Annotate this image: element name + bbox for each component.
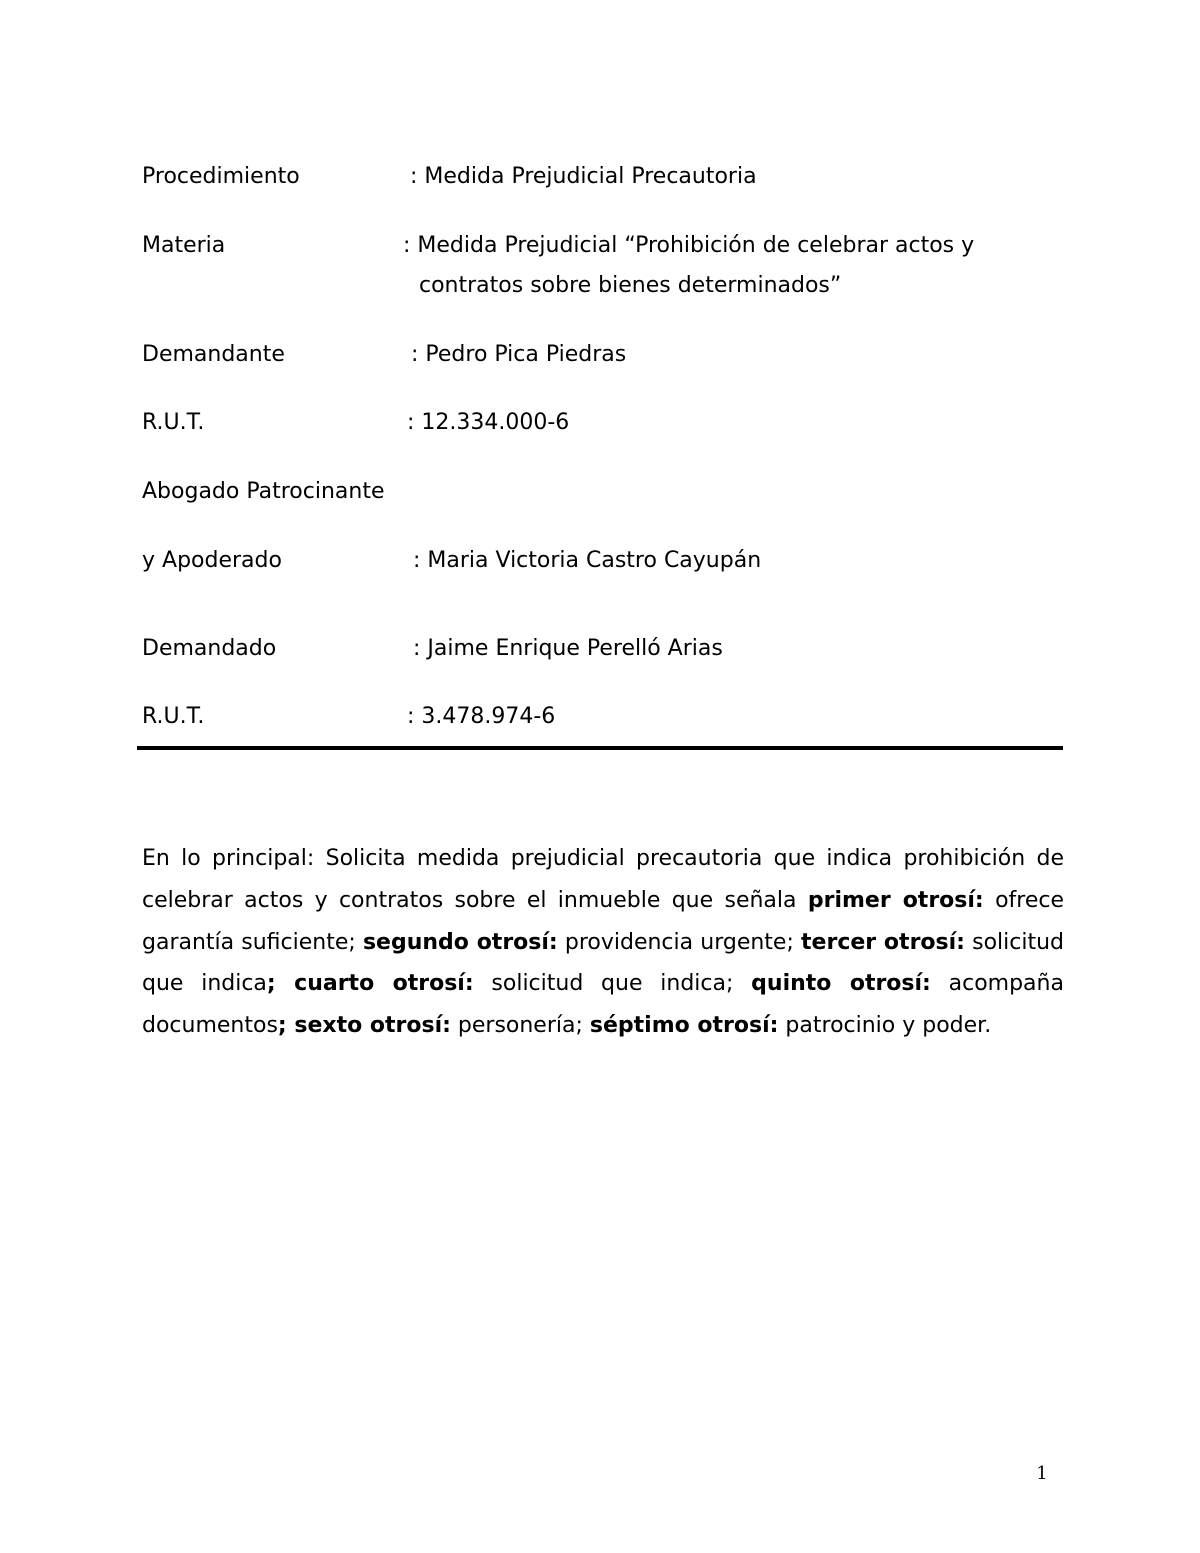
field-label: y Apoderado <box>142 548 282 573</box>
field-label: Procedimiento <box>142 164 300 189</box>
field-value: : Medida Prejudicial “Prohibición de celebrar actos y <box>403 233 975 258</box>
otrosi-text: ofrece garantía suficiente; <box>142 887 1065 955</box>
field-value: : Medida Prejudicial Precautoria <box>410 164 757 189</box>
otrosi-text: solicitud que indica <box>142 929 1064 997</box>
otrosi-label: séptimo otrosí: <box>589 1013 779 1039</box>
otrosi-text: personería; <box>450 1013 590 1039</box>
field-label: Demandante <box>142 342 285 367</box>
otrosi-text: providencia urgente; <box>557 929 802 955</box>
field-label: Demandado <box>142 636 277 661</box>
summary-paragraph <box>142 838 1064 1047</box>
field-label: R.U.T. <box>142 704 205 729</box>
field-value: : Jaime Enrique Perelló Arias <box>413 636 723 661</box>
page-number: 1 <box>1036 1463 1048 1484</box>
field-label: Materia <box>142 233 226 258</box>
field-value: : 12.334.000-6 <box>407 410 570 435</box>
otrosi-label: tercer otrosí: <box>801 929 965 955</box>
otrosi-text: solicitud que indica; <box>473 971 752 997</box>
field-value: : Pedro Pica Piedras <box>411 342 627 367</box>
summary-intro: En lo principal: Solicita medida prejudicial precautoria que indica prohibición de celebrar actos y contratos sobre el inmueble que señala <box>142 846 1064 913</box>
header-divider <box>137 746 1063 750</box>
otrosi-label: ; sexto otrosí: <box>277 1013 451 1039</box>
field-value: : Maria Victoria Castro Cayupán <box>413 548 762 573</box>
field-value-continuation: contratos sobre bienes determinados” <box>419 273 842 298</box>
otrosi-label: ; cuarto otrosí: <box>266 971 474 997</box>
otrosi-label: quinto otrosí: <box>751 971 931 997</box>
otrosi-text: patrocinio y poder. <box>778 1013 992 1039</box>
field-value: : 3.478.974-6 <box>407 704 556 729</box>
otrosi-label: primer otrosí: <box>807 887 984 913</box>
field-label: Abogado Patrocinante <box>142 479 385 504</box>
field-label: R.U.T. <box>142 410 205 435</box>
otrosi-label: segundo otrosí: <box>362 929 558 955</box>
otrosi-text: acompaña documentos <box>142 971 1064 1039</box>
